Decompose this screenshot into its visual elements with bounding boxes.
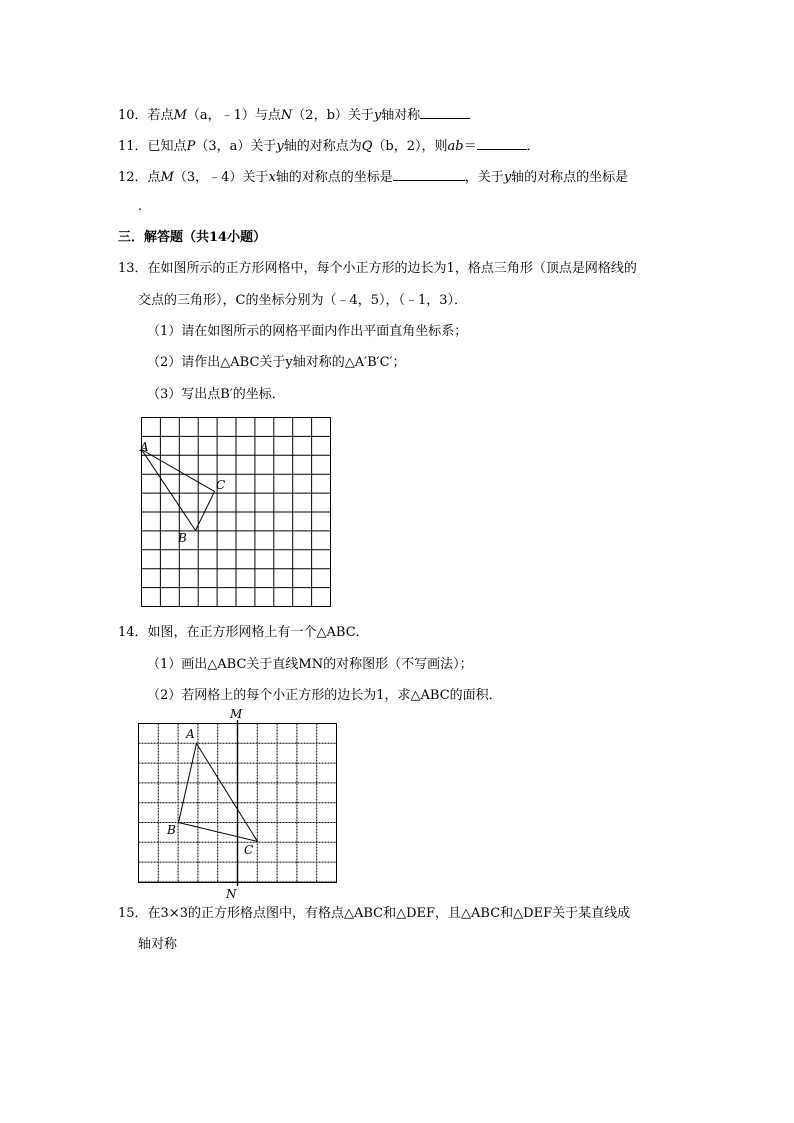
q10-coord-n: （2，b） [292, 108, 348, 123]
q10-text-c: 关于 [347, 108, 374, 123]
q11-text-e: ＝ [463, 139, 477, 154]
q14-sub-1: （1）画出△ABC关于直线MN的对称图形（不写画法）； [147, 657, 473, 672]
q11-text-c: 轴的对称点为 [283, 139, 362, 154]
q12-coord-m: （3，﹣4） [173, 170, 243, 185]
q14-line-1: 14．如图，在正方形网格上有一个△ABC． [118, 625, 369, 640]
q14-label-n: N [226, 887, 237, 901]
q14-label-b: B [167, 823, 176, 837]
q13-triangle-abc [142, 450, 215, 531]
q12-text-c: 轴的对称点的坐标是 [275, 170, 393, 185]
q12-y-axis: y [503, 170, 512, 185]
question-10 [118, 104, 470, 125]
question-12 [118, 166, 628, 187]
q13-sub-2: （2）请作出△ABC关于y轴对称的△A′B′C′； [147, 355, 406, 370]
q11-ab: ab [447, 139, 464, 154]
section-title: 三．解答题（共14小题） [118, 230, 267, 245]
q14-label-m: M [230, 707, 243, 721]
q11-text-b: 关于 [250, 139, 277, 154]
q11-coord-q: （b，2） [372, 139, 422, 154]
q11-point-q: Q [361, 139, 373, 154]
q10-number: 10． [118, 108, 148, 123]
q12-text-a: 点 [147, 170, 161, 185]
q12-answer-blank-1[interactable] [393, 166, 465, 181]
q13-line-2: 交点的三角形），C的坐标分别为（﹣4，5），（﹣1，3）． [138, 293, 468, 308]
q15-line-2: 轴对称 [138, 937, 178, 952]
q11-end: ． [526, 139, 540, 154]
q10-text-a: 若点 [147, 108, 174, 123]
q15-line-1: 15．在3×3的正方形格点图中，有格点△ABC和△DEF，且△ABC和△DEF关于某直线成 [118, 906, 631, 921]
q13-grid-figure [136, 414, 336, 614]
q11-point-p: P [186, 139, 196, 154]
q13-grid-lines [142, 418, 331, 607]
q13-label-c: C [216, 478, 226, 492]
q10-point-m: M [173, 108, 187, 123]
q11-axis: y [276, 139, 284, 154]
q13-sub-3: （3）写出点B′的坐标． [147, 387, 285, 402]
q12-x-axis: x [268, 170, 276, 185]
q10-axis: y [373, 108, 382, 123]
q11-answer-blank[interactable] [477, 135, 527, 150]
q10-point-n: N [280, 108, 293, 123]
question-11 [118, 135, 540, 156]
q11-text-a: 已知点 [147, 139, 187, 154]
q13-label-a: A [140, 440, 149, 454]
q12-text-b: 关于 [242, 170, 269, 185]
q10-text-b: 与点 [254, 108, 281, 123]
q12-point-m: M [160, 170, 174, 185]
q10-coord-m: （a，﹣1） [186, 108, 255, 123]
q11-number: 11． [118, 139, 148, 154]
q12-text-e: 轴的对称点的坐标是 [511, 170, 629, 185]
q10-text-d: 轴对称 [381, 108, 421, 123]
q11-coord-p: （3，a） [195, 139, 251, 154]
q12-text-d: ，关于 [464, 170, 504, 185]
q14-label-a: A [186, 727, 195, 741]
q14-label-c: C [244, 843, 254, 857]
q13-sub-1: （1）请在如图所示的网格平面内作出平面直角坐标系； [147, 324, 468, 339]
q10-answer-blank[interactable] [420, 104, 470, 119]
q12-end: . [138, 199, 143, 214]
q12-number: 12． [118, 170, 148, 185]
question-12-continuation [138, 196, 142, 216]
q14-sub-2: （2）若网格上的每个小正方形的边长为1，求△ABC的面积． [147, 688, 502, 703]
q14-grid-figure [136, 706, 346, 901]
q13-line-1: 13．在如图所示的正方形网格中，每个小正方形的边长为1，格点三角形（顶点是网格线的 [118, 261, 637, 276]
q13-label-b: B [178, 531, 187, 545]
q11-text-d: ，则 [421, 139, 448, 154]
